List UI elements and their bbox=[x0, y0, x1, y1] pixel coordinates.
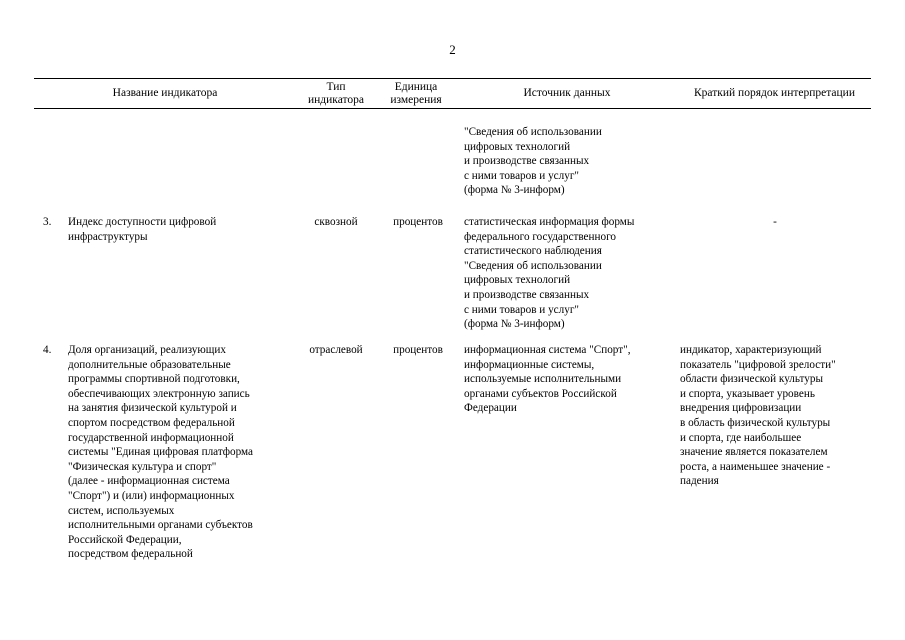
header-type-line: Тип bbox=[326, 80, 346, 93]
name-line: дополнительные образовательные bbox=[68, 358, 231, 371]
source-line: с ними товаров и услуг" bbox=[464, 303, 579, 316]
name-line: (далее - информационная система bbox=[68, 475, 230, 488]
name-line: систем, используемых bbox=[68, 504, 175, 517]
source-line: информационные системы, bbox=[464, 358, 595, 371]
interpretation-line: в область физической культуры bbox=[680, 416, 831, 429]
source-line: цифровых технологий bbox=[464, 140, 571, 153]
source-line: используемые исполнительными bbox=[464, 373, 622, 386]
header-type-line: индикатора bbox=[307, 93, 364, 106]
source-line: и производстве связанных bbox=[464, 155, 590, 168]
name-line: Индекс доступности цифровой bbox=[68, 216, 217, 228]
row-continuation-source bbox=[464, 125, 676, 198]
interpretation-line: области физической культуры bbox=[680, 373, 823, 386]
name-line: "Спорт") и (или) информационных bbox=[68, 489, 235, 502]
name-line: "Физическая культура и спорт" bbox=[68, 460, 217, 473]
interpretation-line: роста, а наименьшее значение - bbox=[680, 460, 831, 473]
source-line: статистического наблюдения bbox=[464, 245, 602, 258]
source-line: "Сведения об использовании bbox=[464, 259, 602, 272]
indicator-source bbox=[464, 215, 676, 332]
name-line: системы "Единая цифровая платформа bbox=[68, 446, 253, 459]
source-line: с ними товаров и услуг" bbox=[464, 169, 579, 182]
header-indicator-name: Название индикатора bbox=[112, 87, 218, 99]
table-row-3 bbox=[34, 215, 871, 343]
source-line: цифровых технологий bbox=[464, 274, 571, 287]
name-line: посредством федеральной bbox=[68, 548, 193, 561]
source-line: статистическая информация формы bbox=[464, 216, 635, 228]
row-number: 3. bbox=[43, 216, 52, 228]
interpretation-line: индикатор, характеризующий bbox=[680, 344, 822, 356]
header-unit-line: измерения bbox=[390, 93, 442, 106]
source-line: "Сведения об использовании bbox=[464, 126, 602, 138]
header-unit-line: Единица bbox=[394, 80, 438, 93]
interpretation-line: внедрения цифровизации bbox=[680, 402, 802, 415]
name-line: Российской Федерации, bbox=[68, 533, 182, 546]
header-unit bbox=[376, 79, 456, 108]
indicator-name bbox=[68, 343, 294, 562]
indicator-table bbox=[34, 78, 871, 573]
indicator-name bbox=[68, 215, 294, 244]
name-line: обеспечивающих электронную запись bbox=[68, 387, 250, 400]
table-row-continuation bbox=[34, 125, 871, 215]
indicator-type: отраслевой bbox=[309, 344, 363, 356]
name-line: государственной информационной bbox=[68, 431, 234, 444]
header-interpretation: Краткий порядок интерпретации bbox=[694, 87, 855, 99]
name-line: Доля организаций, реализующих bbox=[68, 344, 226, 356]
name-line: на занятия физической культурой и bbox=[68, 402, 237, 415]
table-row-4 bbox=[34, 343, 871, 573]
interpretation-line: и спорта, указывает уровень bbox=[680, 387, 815, 400]
interpretation-line: падения bbox=[680, 475, 719, 488]
source-line: Федерации bbox=[464, 402, 517, 415]
source-line: (форма № 3-информ) bbox=[464, 318, 565, 331]
source-line: (форма № 3-информ) bbox=[464, 184, 565, 197]
indicator-interpretation: - bbox=[773, 216, 777, 228]
header-data-source: Источник данных bbox=[523, 87, 611, 99]
page-number: 2 bbox=[449, 42, 456, 57]
indicator-interpretation bbox=[680, 343, 870, 489]
name-line: инфраструктуры bbox=[68, 230, 148, 243]
indicator-unit: процентов bbox=[393, 216, 443, 228]
header-indicator-type bbox=[296, 79, 376, 108]
indicator-type: сквозной bbox=[314, 216, 358, 228]
indicator-source bbox=[464, 343, 676, 416]
source-line: информационная система "Спорт", bbox=[464, 344, 631, 356]
name-line: программы спортивной подготовки, bbox=[68, 373, 240, 386]
row-number: 4. bbox=[43, 344, 52, 356]
table-header bbox=[34, 78, 871, 109]
indicator-unit: процентов bbox=[393, 344, 443, 356]
name-line: исполнительными органами субъектов bbox=[68, 519, 253, 532]
interpretation-line: значение является показателем bbox=[680, 446, 828, 459]
name-line: спортом посредством федеральной bbox=[68, 416, 235, 429]
source-line: федерального государственного bbox=[464, 230, 616, 243]
interpretation-line: и спорта, где наибольшее bbox=[680, 431, 802, 444]
source-line: и производстве связанных bbox=[464, 288, 590, 301]
interpretation-line: показатель "цифровой зрелости" bbox=[680, 358, 836, 371]
source-line: органами субъектов Российской bbox=[464, 387, 617, 400]
